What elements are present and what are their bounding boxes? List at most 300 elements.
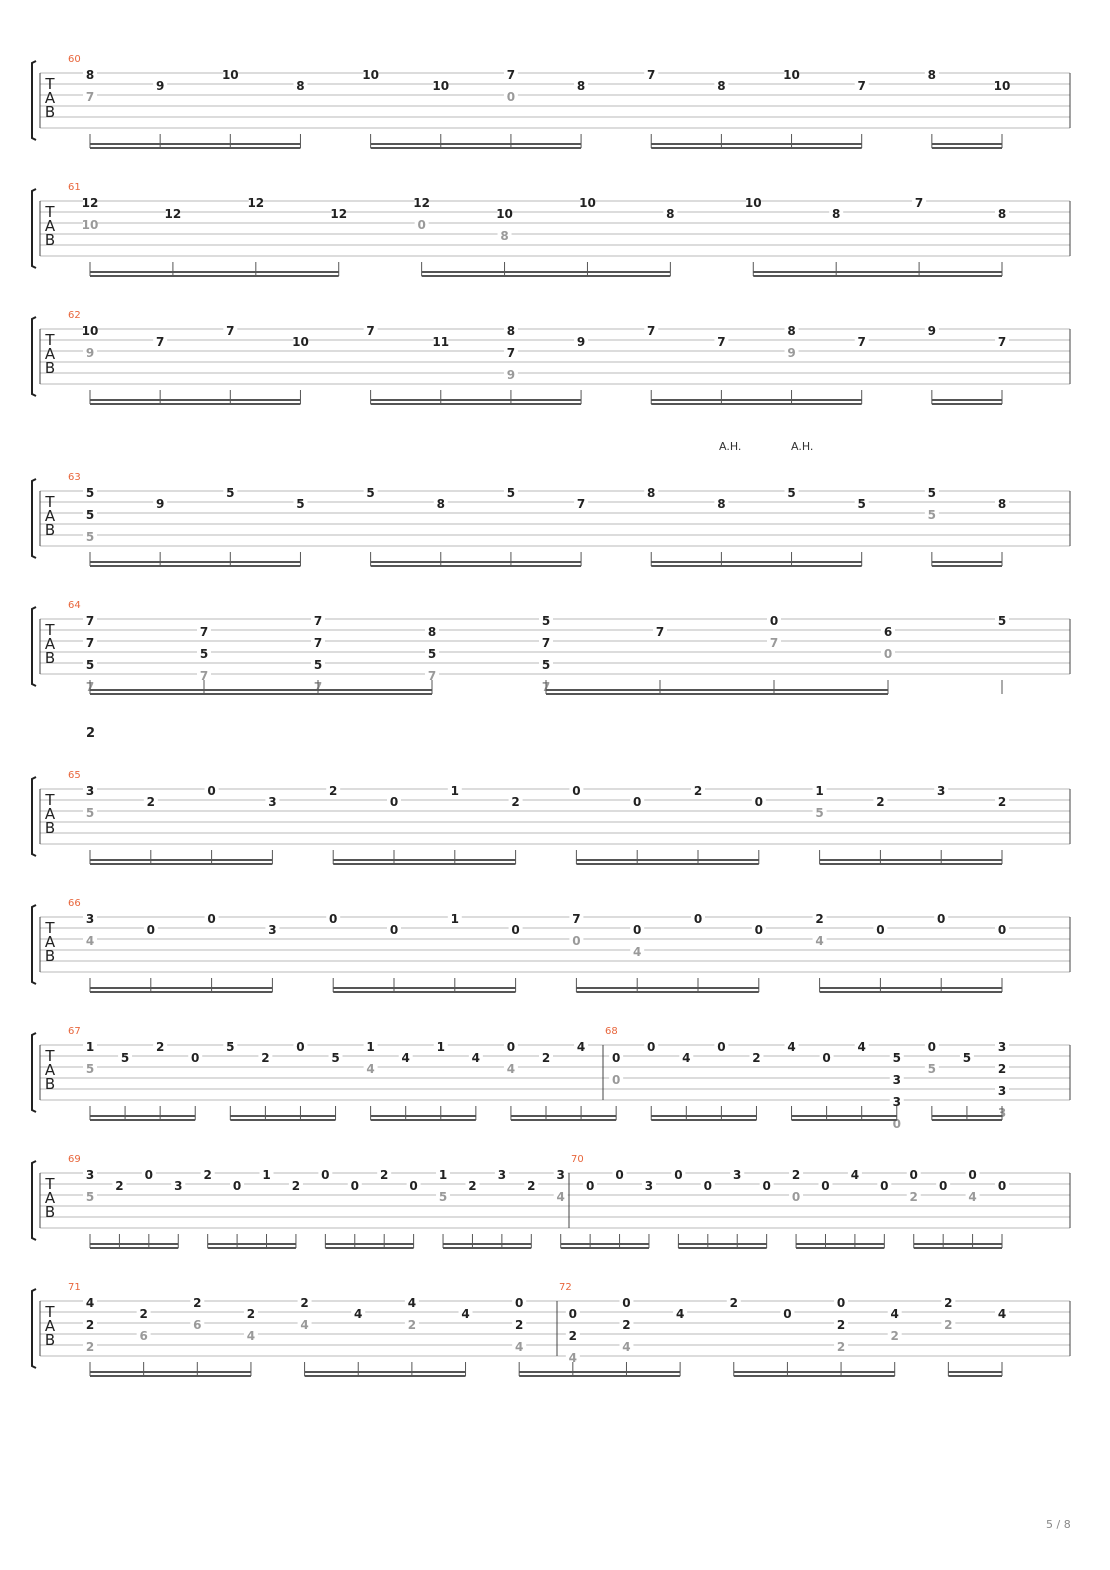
fret-number: 5 xyxy=(85,486,95,500)
note-column xyxy=(818,1179,832,1248)
fret-number: 7 xyxy=(576,497,586,511)
note-column xyxy=(936,1179,950,1248)
tab-system xyxy=(32,770,1070,864)
note-column xyxy=(749,1051,763,1120)
fret-number: 5 xyxy=(927,1062,937,1076)
fret-number: 0 xyxy=(997,923,1007,937)
note-column xyxy=(789,1168,803,1248)
note-column xyxy=(407,1179,421,1248)
note-column xyxy=(714,497,728,566)
tab-clef-letter: B xyxy=(44,521,56,539)
note-column xyxy=(679,1051,693,1120)
fret-number: 0 xyxy=(693,912,703,926)
note-column xyxy=(509,923,523,992)
fret-number: 5 xyxy=(997,614,1007,628)
fret-number: 6 xyxy=(883,625,893,639)
fret-number: 8 xyxy=(997,207,1007,221)
note-column xyxy=(83,784,97,864)
note-column xyxy=(265,923,279,992)
fret-number: 0 xyxy=(783,1307,792,1321)
note-column xyxy=(144,923,158,992)
note-column xyxy=(448,784,462,864)
note-column xyxy=(425,625,439,694)
fret-number: 2 xyxy=(791,1168,801,1182)
fret-number: 0 xyxy=(232,1179,242,1193)
fret-number: 7 xyxy=(85,614,95,628)
fret-number: 0 xyxy=(568,1307,578,1321)
note-column xyxy=(888,1307,902,1376)
tab-clef-letter: B xyxy=(44,1331,56,1349)
fret-number: 1 xyxy=(815,784,824,798)
note-column xyxy=(436,1168,450,1248)
fret-number: 0 xyxy=(703,1179,712,1193)
note-column xyxy=(348,1179,362,1248)
fret-number: 3 xyxy=(937,784,946,798)
fret-number: 7 xyxy=(717,335,726,349)
fret-number: 7 xyxy=(997,335,1007,349)
fret-number: 4 xyxy=(514,1340,524,1354)
fret-number: 0 xyxy=(389,795,399,809)
fret-number: 2 xyxy=(527,1179,536,1193)
fret-number: 2 xyxy=(729,1296,738,1310)
note-column xyxy=(960,1051,974,1120)
fret-number: 0 xyxy=(622,1296,631,1310)
fret-number: 4 xyxy=(401,1051,410,1065)
system-bracket xyxy=(32,189,36,268)
fret-number: 8 xyxy=(997,497,1007,511)
tab-clef-letter: B xyxy=(44,819,56,837)
tab-clef-letter: A xyxy=(44,805,56,823)
fret-number: 10 xyxy=(292,335,309,349)
fret-number: 12 xyxy=(81,196,99,210)
fret-number: 7 xyxy=(647,324,656,338)
bar-number: 72 xyxy=(559,1282,572,1293)
section-number: 2 xyxy=(86,726,96,741)
fret-number: 7 xyxy=(541,680,551,694)
fret-number: 6 xyxy=(139,1329,148,1343)
fret-number: 2 xyxy=(193,1296,202,1310)
note-column xyxy=(524,1179,538,1248)
note-column xyxy=(877,1179,891,1248)
note-column xyxy=(387,795,401,864)
bar-number: 71 xyxy=(68,1282,81,1293)
fret-number: 2 xyxy=(944,1318,953,1332)
note-column xyxy=(613,1168,627,1248)
fret-number: 2 xyxy=(246,1307,256,1321)
note-column xyxy=(829,207,843,276)
note-column xyxy=(855,79,869,148)
note-column xyxy=(785,324,799,404)
fret-number: 4 xyxy=(682,1051,691,1065)
note-column xyxy=(197,625,211,694)
bar-number: 64 xyxy=(68,600,81,611)
note-column xyxy=(469,1051,483,1120)
fret-number: 5 xyxy=(199,647,209,661)
note-column xyxy=(995,497,1009,566)
note-column xyxy=(714,335,728,404)
fret-number: 9 xyxy=(927,324,937,338)
fret-number: 12 xyxy=(330,207,348,221)
fret-number: 7 xyxy=(155,335,165,349)
fret-number: 2 xyxy=(997,1062,1007,1076)
note-column xyxy=(83,68,97,148)
note-column xyxy=(642,1179,656,1248)
fret-number: 4 xyxy=(622,1340,631,1354)
fret-number: 5 xyxy=(927,508,937,522)
note-column xyxy=(785,1040,799,1120)
bar-number: 65 xyxy=(68,770,81,781)
note-column xyxy=(994,79,1011,148)
note-column xyxy=(714,1040,728,1120)
note-column xyxy=(644,68,658,148)
fret-number: 0 xyxy=(937,912,946,926)
fret-number: 4 xyxy=(815,934,824,948)
tab-clef-letter: A xyxy=(44,89,56,107)
system-bracket xyxy=(32,1161,36,1240)
fret-number: 5 xyxy=(438,1190,448,1204)
note-column xyxy=(925,324,939,404)
note-column xyxy=(925,486,939,566)
fret-number: 5 xyxy=(331,1051,340,1065)
fret-number: 7 xyxy=(199,625,209,639)
note-column xyxy=(780,1307,794,1376)
tab-clef-letter: B xyxy=(44,649,56,667)
fret-number: 2 xyxy=(890,1329,899,1343)
fret-number: 2 xyxy=(568,1329,578,1343)
fret-number: 2 xyxy=(85,1340,95,1354)
note-column xyxy=(925,68,939,148)
note-column xyxy=(855,335,869,404)
note-column xyxy=(318,1168,332,1248)
note-column xyxy=(222,68,239,148)
fret-number: 0 xyxy=(754,923,763,937)
fret-number: 5 xyxy=(120,1051,130,1065)
fret-number: 8 xyxy=(500,229,509,243)
fret-number: 10 xyxy=(81,324,99,338)
note-column xyxy=(413,196,430,276)
tab-system xyxy=(32,472,1070,566)
note-column xyxy=(459,1307,473,1376)
fret-number: 2 xyxy=(514,1318,524,1332)
note-column xyxy=(434,1040,448,1120)
fret-number: 7 xyxy=(857,335,866,349)
fret-number: 2 xyxy=(329,784,338,798)
note-column xyxy=(745,196,762,276)
note-column xyxy=(330,207,347,276)
note-column xyxy=(509,795,523,864)
fret-number: 8 xyxy=(717,497,726,511)
fret-number: 2 xyxy=(380,1168,389,1182)
note-column xyxy=(566,1307,580,1376)
fret-number: 0 xyxy=(927,1040,937,1054)
tab-clef-letter: T xyxy=(45,919,55,937)
tab-system xyxy=(32,1154,1070,1248)
fret-number: 0 xyxy=(938,1179,948,1193)
note-column xyxy=(504,486,518,566)
bar-number: 66 xyxy=(68,898,81,909)
note-column xyxy=(387,923,401,992)
fret-number: 8 xyxy=(296,79,305,93)
fret-number: 7 xyxy=(655,625,665,639)
tab-system xyxy=(32,600,1070,694)
fret-number: 2 xyxy=(909,1190,918,1204)
fret-number: 2 xyxy=(876,795,885,809)
note-column xyxy=(995,795,1009,864)
fret-number: 0 xyxy=(769,614,779,628)
fret-number: 2 xyxy=(752,1051,761,1065)
note-column xyxy=(569,784,583,864)
fret-number: 0 xyxy=(207,784,216,798)
fret-number: 5 xyxy=(85,1190,95,1204)
fret-number: 8 xyxy=(85,68,95,82)
fret-number: 3 xyxy=(85,912,95,926)
fret-number: 4 xyxy=(857,1040,866,1054)
fret-number: 2 xyxy=(511,795,520,809)
note-column xyxy=(855,497,869,566)
note-column xyxy=(760,1179,774,1248)
note-column xyxy=(966,1168,980,1248)
fret-number: 1 xyxy=(450,784,459,798)
fret-number: 0 xyxy=(892,1117,901,1131)
fret-number: 5 xyxy=(85,508,95,522)
note-column xyxy=(144,795,158,864)
fret-number: 0 xyxy=(506,1040,516,1054)
fret-number: 7 xyxy=(506,346,516,360)
fret-number: 7 xyxy=(541,636,551,650)
note-column xyxy=(83,1296,97,1376)
fret-number: 4 xyxy=(675,1307,685,1321)
fret-number: 0 xyxy=(511,923,520,937)
note-column xyxy=(265,795,279,864)
note-column xyxy=(83,1168,97,1248)
fret-number: 3 xyxy=(268,923,277,937)
note-column xyxy=(691,912,705,992)
fret-number: 4 xyxy=(997,1307,1007,1321)
system-bracket xyxy=(32,905,36,984)
fret-number: 10 xyxy=(221,68,239,82)
note-column xyxy=(137,1307,151,1376)
page-number: 5 / 8 xyxy=(1046,1518,1071,1531)
fret-number: 9 xyxy=(85,346,95,360)
fret-number: 3 xyxy=(997,1106,1007,1120)
note-column xyxy=(118,1051,132,1120)
tab-clef-letter: B xyxy=(44,231,56,249)
fret-number: 7 xyxy=(427,669,437,683)
fret-number: 7 xyxy=(313,614,323,628)
fret-number: 0 xyxy=(144,1168,154,1182)
fret-number: 3 xyxy=(997,1084,1007,1098)
fret-number: 0 xyxy=(389,923,399,937)
fret-number: 3 xyxy=(997,1040,1007,1054)
note-column xyxy=(727,1296,741,1376)
fret-number: 3 xyxy=(497,1168,507,1182)
tab-clef-letter: T xyxy=(45,331,55,349)
note-column xyxy=(495,1168,509,1248)
fret-number: 0 xyxy=(821,1179,830,1193)
fret-number: 5 xyxy=(892,1051,901,1065)
fret-number: 12 xyxy=(413,196,430,210)
note-column xyxy=(364,486,378,566)
note-column xyxy=(292,335,309,404)
tab-clef-letter: B xyxy=(44,1203,56,1221)
tab-clef-letter: T xyxy=(45,791,55,809)
tab-system xyxy=(32,182,1070,276)
fret-number: 9 xyxy=(787,346,796,360)
note-column xyxy=(326,912,340,992)
fret-number: 4 xyxy=(407,1296,417,1310)
fret-number: 5 xyxy=(313,658,323,672)
note-column xyxy=(205,912,219,992)
fret-number: 3 xyxy=(268,795,277,809)
note-column xyxy=(258,1051,272,1120)
fret-number: 12 xyxy=(247,196,265,210)
note-column xyxy=(873,923,887,992)
fret-number: 3 xyxy=(733,1168,742,1182)
fret-number: 2 xyxy=(203,1168,212,1182)
fret-number: 2 xyxy=(693,784,703,798)
bar-number: 70 xyxy=(571,1154,584,1165)
fret-number: 4 xyxy=(633,945,642,959)
fret-number: 0 xyxy=(876,923,885,937)
tab-clef-letter: A xyxy=(44,1061,56,1079)
note-column xyxy=(112,1179,126,1248)
fret-number: 0 xyxy=(717,1040,726,1054)
fret-number: 0 xyxy=(506,90,516,104)
note-column xyxy=(569,912,583,992)
note-column xyxy=(504,1040,518,1120)
note-column xyxy=(855,1040,869,1120)
fret-number: 10 xyxy=(993,79,1011,93)
fret-number: 2 xyxy=(407,1318,417,1332)
fret-number: 2 xyxy=(85,1318,95,1332)
fret-number: 5 xyxy=(787,486,796,500)
tab-clef-letter: B xyxy=(44,947,56,965)
fret-number: 0 xyxy=(146,923,155,937)
note-column xyxy=(663,207,677,276)
note-column xyxy=(907,1168,921,1248)
fret-number: 0 xyxy=(674,1168,683,1182)
note-column xyxy=(351,1307,365,1376)
fret-number: 4 xyxy=(556,1190,565,1204)
fret-number: 5 xyxy=(506,486,516,500)
fret-number: 7 xyxy=(226,324,235,338)
fret-number: 5 xyxy=(296,497,305,511)
note-column xyxy=(83,614,97,694)
note-column xyxy=(912,196,926,276)
fret-number: 10 xyxy=(362,68,379,82)
fret-number: 4 xyxy=(300,1318,309,1332)
fret-number: 0 xyxy=(762,1179,771,1193)
fret-number: 11 xyxy=(432,335,450,349)
note-column xyxy=(653,625,667,694)
note-column xyxy=(848,1168,862,1248)
fret-number: 0 xyxy=(296,1040,305,1054)
fret-number: 0 xyxy=(883,647,893,661)
fret-number: 4 xyxy=(968,1190,977,1204)
fret-number: 0 xyxy=(514,1296,524,1310)
fret-number: 1 xyxy=(436,1040,445,1054)
fret-number: 7 xyxy=(85,680,95,694)
fret-number: 4 xyxy=(85,1296,95,1310)
fret-number: 7 xyxy=(506,68,516,82)
note-column xyxy=(995,1040,1009,1120)
note-column xyxy=(813,912,827,992)
note-column xyxy=(82,324,99,404)
fret-number: 8 xyxy=(576,79,586,93)
note-column xyxy=(644,486,658,566)
fret-number: 8 xyxy=(717,79,726,93)
system-bracket xyxy=(32,317,36,396)
fret-number: 12 xyxy=(164,207,182,221)
note-column xyxy=(995,207,1009,276)
tab-clef-letter: A xyxy=(44,1189,56,1207)
fret-number: 2 xyxy=(468,1179,477,1193)
note-column xyxy=(539,614,553,694)
note-column xyxy=(83,912,97,992)
fret-number: 0 xyxy=(791,1190,801,1204)
fret-number: 9 xyxy=(155,79,165,93)
fret-number: 4 xyxy=(576,1040,586,1054)
note-column xyxy=(630,795,644,864)
fret-number: 6 xyxy=(193,1318,202,1332)
bar-number: 63 xyxy=(68,472,81,483)
tab-clef-letter: T xyxy=(45,621,55,639)
note-column xyxy=(377,1168,391,1248)
tab-clef-letter: T xyxy=(45,75,55,93)
system-bracket xyxy=(32,1033,36,1112)
fret-number: 5 xyxy=(815,806,824,820)
fret-number: 5 xyxy=(366,486,375,500)
fret-number: 7 xyxy=(647,68,656,82)
system-bracket xyxy=(32,61,36,140)
fret-number: 5 xyxy=(85,1062,95,1076)
note-column xyxy=(834,1296,848,1376)
fret-number: 3 xyxy=(85,784,95,798)
fret-number: 5 xyxy=(85,530,95,544)
note-column xyxy=(311,614,325,694)
fret-number: 0 xyxy=(997,1179,1007,1193)
note-column xyxy=(574,1040,588,1120)
fret-number: 4 xyxy=(85,934,95,948)
fret-number: 1 xyxy=(85,1040,95,1054)
tab-system xyxy=(32,898,1070,992)
note-column xyxy=(813,784,827,864)
note-column xyxy=(934,912,948,992)
fret-number: 7 xyxy=(199,669,209,683)
fret-number: 7 xyxy=(313,636,323,650)
fret-number: 0 xyxy=(615,1168,624,1182)
note-column xyxy=(153,335,167,404)
note-column xyxy=(230,1179,244,1248)
note-column xyxy=(326,784,340,864)
fret-number: 0 xyxy=(611,1073,621,1087)
note-column xyxy=(995,923,1009,992)
fret-number: 0 xyxy=(572,934,581,948)
note-column xyxy=(496,207,513,276)
fret-number: 2 xyxy=(261,1051,270,1065)
fret-number: 4 xyxy=(246,1329,256,1343)
tab-clef-letter: A xyxy=(44,933,56,951)
note-column xyxy=(995,1307,1009,1376)
system-bracket xyxy=(32,479,36,558)
note-column xyxy=(583,1179,597,1248)
fret-number: 5 xyxy=(427,647,437,661)
note-column xyxy=(630,923,644,992)
note-column xyxy=(364,1040,378,1120)
note-column xyxy=(223,486,237,566)
note-column xyxy=(153,79,167,148)
tab-clef-letter: T xyxy=(45,1303,55,1321)
